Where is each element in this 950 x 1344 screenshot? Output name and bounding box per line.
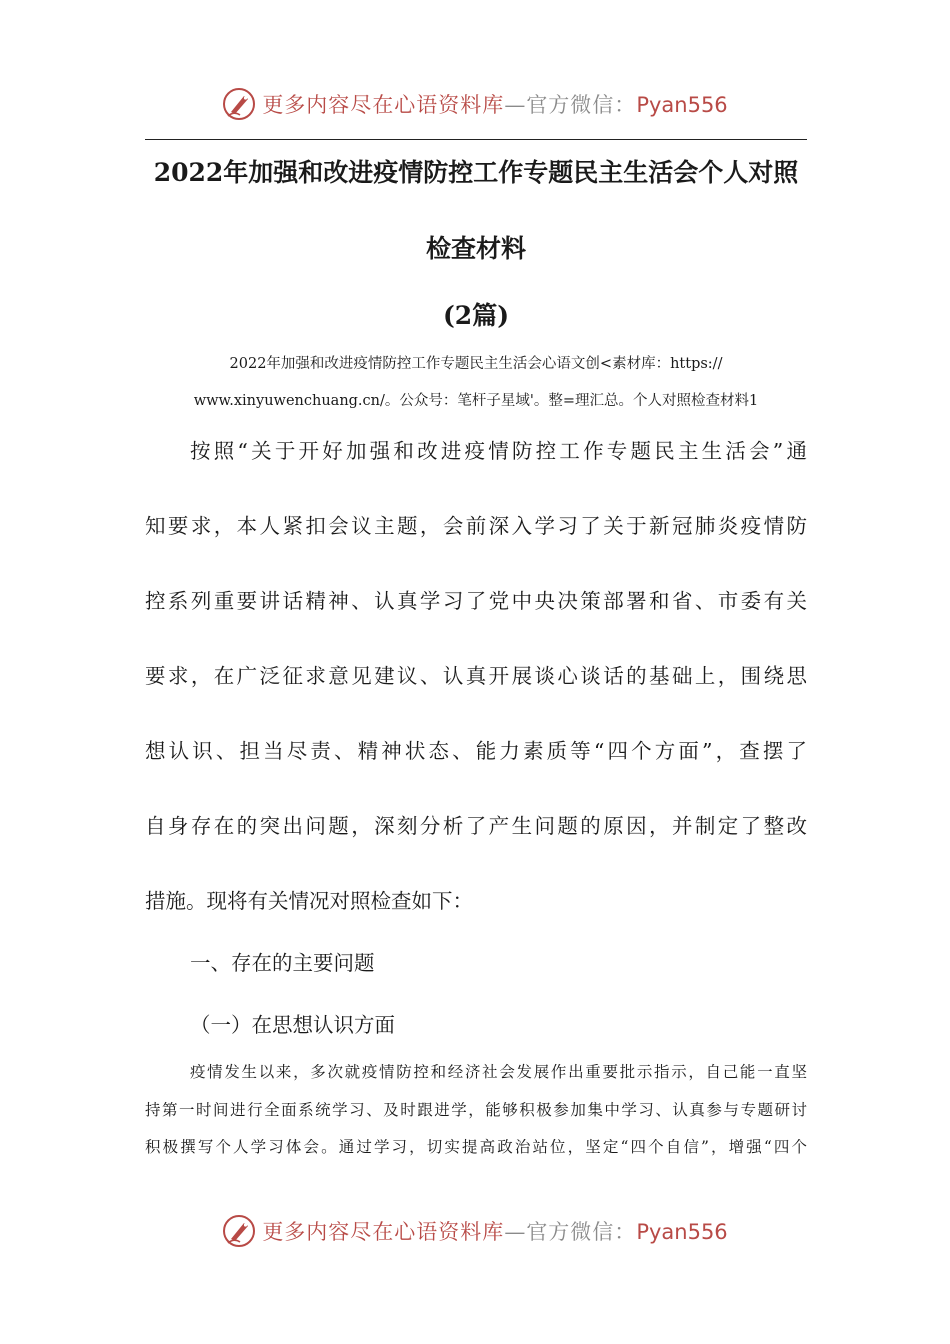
intro-line: 措施。现将有关情况对照检查如下： (145, 889, 473, 913)
footer-wechat-id: Pyan556 (636, 1220, 728, 1244)
banner-wechat-id: Pyan556 (636, 93, 728, 117)
footer-banner (0, 1209, 950, 1253)
footer-banner-text (262, 1216, 727, 1246)
banner-dash: — (504, 93, 527, 117)
banner-text (262, 89, 727, 119)
intro-line: 控系列重要讲话精神、认真学习了党中央决策部署和省、市委有关 (145, 589, 807, 613)
source-line-2: www.xinyuwenchuang.cn/。公众号：笔杆子星域'。整=理汇总。个人对照检查材料1 (193, 393, 759, 409)
source-line-1: 2022年加强和改进疫情防控工作专题民主生活会心语文创<素材库：https:// (229, 356, 723, 372)
section-heading: 一、存在的主要问题 (190, 951, 375, 975)
intro-line: 按照“关于开好加强和改进疫情防控工作专题民主生活会”通 (190, 439, 807, 463)
header-banner (0, 82, 950, 126)
paragraph-line: 持第一时间进行全面系统学习、及时跟进学，能够积极参加集中学习、认真参与专题研讨 (145, 1101, 807, 1119)
footer-dash: — (504, 1220, 527, 1244)
intro-line: 知要求，本人紧扣会议主题，会前深入学习了关于新冠肺炎疫情防 (145, 514, 807, 538)
document-title-line-1: 2022年加强和改进疫情防控工作专题民主生活会个人对照 (153, 158, 799, 187)
paragraph-line: 疫情发生以来，多次就疫情防控和经济社会发展作出重要批示指示，自己能一直坚 (190, 1063, 807, 1081)
paragraph-line: 积极撰写个人学习体会。通过学习，切实提高政治站位，坚定“四个自信”，增强“四个 (145, 1138, 807, 1156)
document-title-count: (2篇) (442, 301, 510, 330)
document-title-line-2: 检查材料 (425, 234, 526, 263)
subsection-heading: （一）在思想认识方面 (190, 1013, 395, 1037)
pen-nib-logo-icon (222, 87, 256, 121)
footer-site-name: 更多内容尽在心语资料库 (262, 1220, 505, 1244)
banner-site-name: 更多内容尽在心语资料库 (262, 93, 505, 117)
header-divider (145, 139, 807, 140)
intro-line: 要求，在广泛征求意见建议、认真开展谈心谈话的基础上，围绕思 (145, 664, 807, 688)
pen-nib-logo-icon (222, 1214, 256, 1248)
intro-line: 想认识、担当尽责、精神状态、能力素质等“四个方面”，查摆了 (145, 739, 807, 763)
footer-wechat-label: 官方微信： (526, 1220, 637, 1244)
intro-line: 自身存在的突出问题，深刻分析了产生问题的原因，并制定了整改 (145, 814, 807, 838)
banner-wechat-label: 官方微信： (526, 93, 637, 117)
